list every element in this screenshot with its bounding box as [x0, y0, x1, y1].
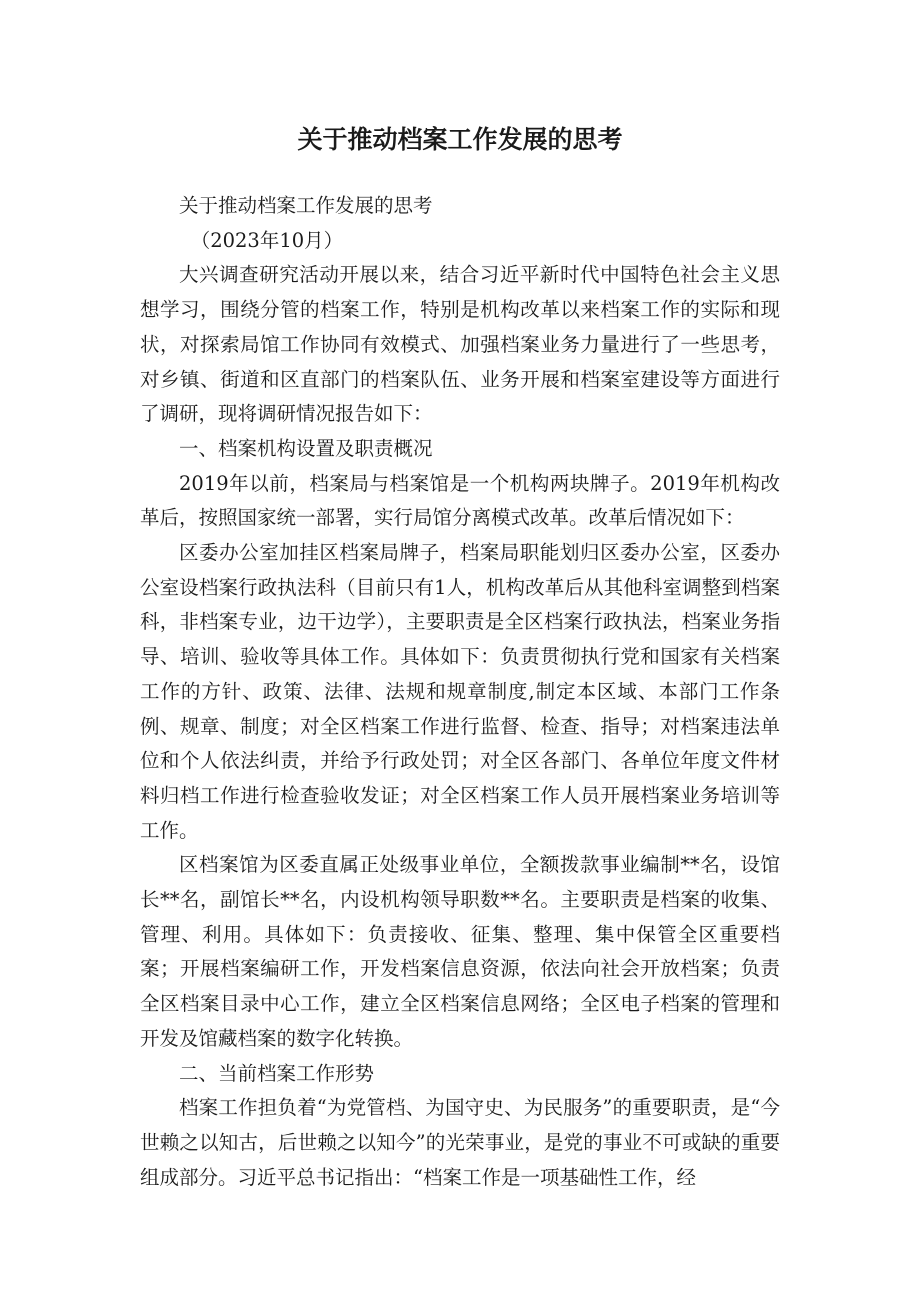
- body-paragraph: 2019年以前，档案局与档案馆是一个机构两块牌子。2019年机构改革后，按照国家统一部署，实行局馆分离模式改革。改革后情况如下：: [140, 471, 780, 530]
- body-paragraph: 区委办公室加挂区档案局牌子，档案局职能划归区委办公室，区委办公室设档案行政执法科（目前只有1人，机构改革后从其他科室调整到档案科，非档案专业，边干边学），主要职责是全区档案行政执法，档案业务指导、培训、验收等具体工作。具体如下：负责贯彻执行党和国家有关档案工作的方针、政策、法律、法规和规章制度,制定本区域、本部门工作条例、规章、制度；对全区档案工作进行监督、检查、指导；对档案违法单位和个人依法纠责，并给予行政处罚；对全区各部门、各单位年度文件材料归档工作进行检查验收发证；对全区档案工作人员开展档案业务培训等工作。: [140, 541, 780, 842]
- intro-paragraph: 大兴调查研究活动开展以来，结合习近平新时代中国特色社会主义思想学习，围绕分管的档案工作，特别是机构改革以来档案工作的实际和现状，对探索局馆工作协同有效模式、加强档案业务力量进行了一些思考，对乡镇、街道和区直部门的档案队伍、业务开展和档案室建设等方面进行了调研，现将调研情况报告如下：: [140, 263, 780, 426]
- document-subtitle: 关于推动档案工作发展的思考: [179, 194, 433, 217]
- body-paragraph: 区档案馆为区委直属正处级事业单位，全额拨款事业编制**名，设馆长**名，副馆长**名，内设机构领导职数**名。主要职责是档案的收集、管理、利用。具体如下：负责接收、征集、整理、集中保管全区重要档案；开展档案编研工作，开发档案信息资源，依法向社会开放档案；负责全区档案目录中心工作，建立全区档案信息网络；全区电子档案的管理和开发及馆藏档案的数字化转换。: [140, 853, 780, 1050]
- section-heading-1: 一、档案机构设置及职责概况: [179, 436, 433, 460]
- section-heading-2: 二、当前档案工作形势: [179, 1061, 375, 1085]
- document-title: 关于推动档案工作发展的思考: [297, 125, 623, 154]
- document-body: [140, 189, 780, 1195]
- body-paragraph: 档案工作担负着“为党管档、为国守史、为民服务”的重要职责，是“今世赖之以知古，后世赖之以知今”的光荣事业，是党的事业不可或缺的重要组成部分。习近平总书记指出：“档案工作是一项基础性工作，经: [140, 1096, 780, 1189]
- document-date: （2023年10月）: [190, 228, 344, 252]
